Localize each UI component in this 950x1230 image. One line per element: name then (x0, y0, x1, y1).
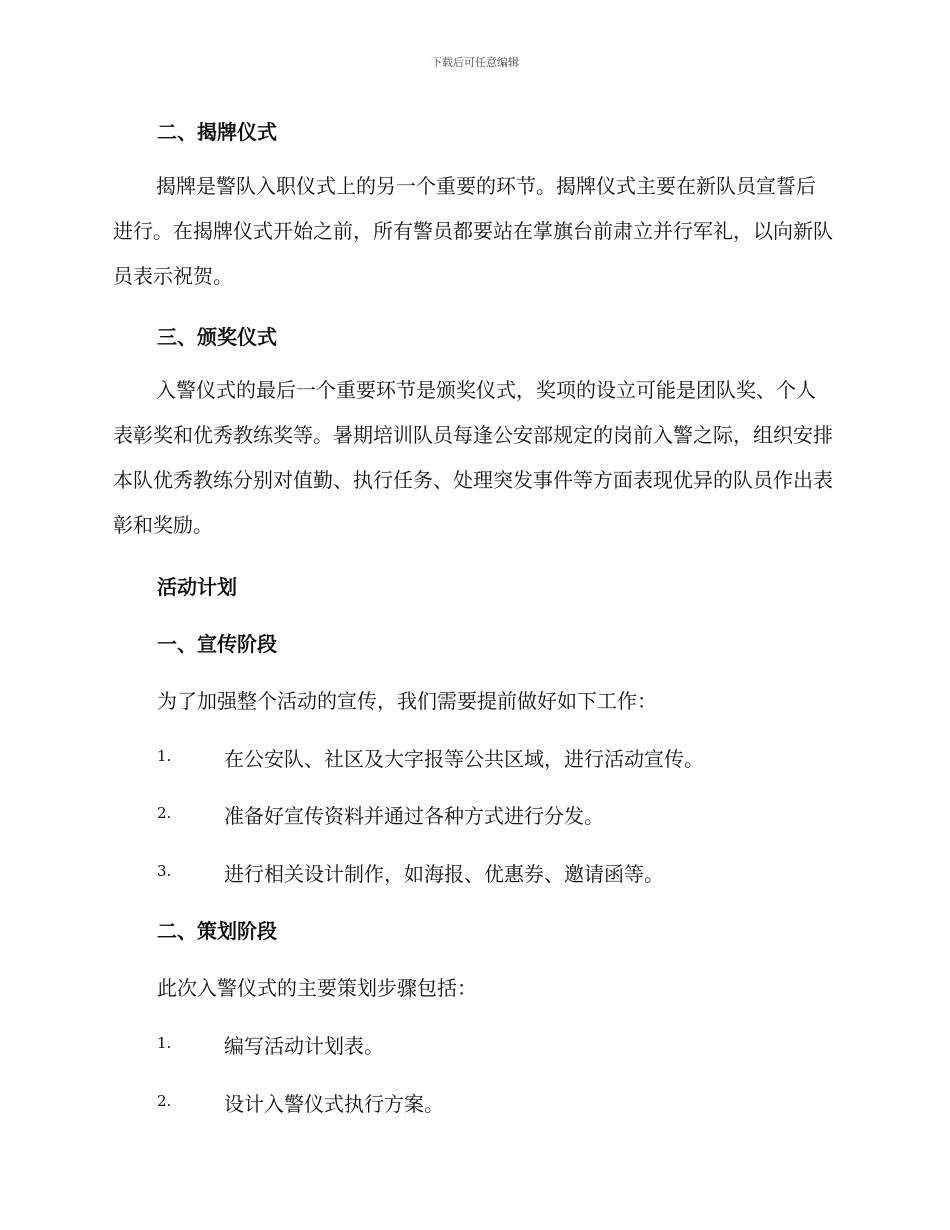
list-number: 2. (157, 1092, 172, 1110)
page-header: 下载后可任意编辑 (431, 56, 519, 69)
list-number: 3. (157, 862, 172, 880)
list-item: 编写活动计划表。 (224, 1034, 384, 1058)
list-number: 2. (157, 804, 172, 822)
list-item: 在公安队、社区及大字报等公共区域，进行活动宣传。 (224, 747, 704, 771)
paragraph-unveiling: 揭牌是警队入职仪式上的另一个重要的环节。揭牌仪式主要在新队员宣誓后进行。在揭牌仪式开始之前，所有警员都要站在掌旗台前肃立并行军礼，以向新队员表示祝贺。 (113, 174, 833, 288)
paragraph-promotion-intro: 为了加强整个活动的宣传，我们需要提前做好如下工作： (157, 689, 657, 713)
heading-promotion-stage: 一、宣传阶段 (157, 632, 277, 656)
list-number: 1. (157, 747, 172, 765)
paragraph-planning-intro: 此次入警仪式的主要策划步骤包括： (157, 976, 477, 1000)
list-number: 1. (157, 1034, 172, 1052)
heading-activity-plan: 活动计划 (157, 575, 237, 599)
list-item: 设计入警仪式执行方案。 (224, 1092, 444, 1116)
heading-award-ceremony: 三、颁奖仪式 (157, 325, 277, 349)
list-item: 准备好宣传资料并通过各种方式进行分发。 (224, 804, 604, 828)
heading-planning-stage: 二、策划阶段 (157, 919, 277, 943)
list-item: 进行相关设计制作，如海报、优惠券、邀请函等。 (224, 862, 664, 886)
heading-unveiling-ceremony: 二、揭牌仪式 (157, 120, 277, 144)
paragraph-award: 入警仪式的最后一个重要环节是颁奖仪式，奖项的设立可能是团队奖、个人表彰奖和优秀教练奖等。暑期培训队员每逢公安部规定的岗前入警之际，组织安排本队优秀教练分别对值勤、执行任务、处理突发事件等方面表现优异的队员作出表彰和奖励。 (113, 378, 833, 537)
